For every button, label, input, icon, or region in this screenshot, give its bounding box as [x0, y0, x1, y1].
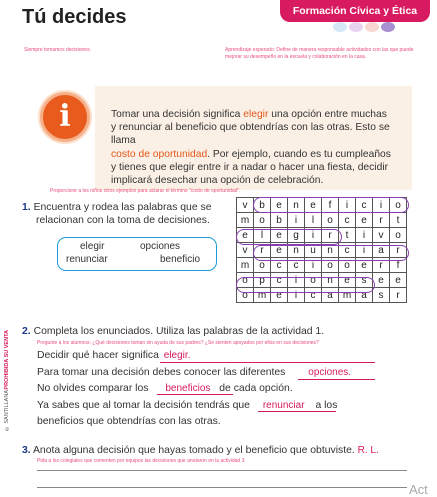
grid-cell: c: [339, 213, 356, 228]
sentence-5: beneficios que obtendrías con las otras.: [37, 416, 221, 427]
grid-cell: a: [373, 243, 390, 258]
publisher-label: © SANTILLANA: [4, 390, 10, 432]
left-note: Siempre tomamos decisiones.: [24, 47, 91, 53]
answer-hint: R. L.: [357, 445, 379, 456]
grid-cell: c: [339, 243, 356, 258]
info-teacher-note: Proporcione a los niños otros ejemplos para aclarar el término "costo de oportunidad".: [50, 188, 241, 194]
highlight-costo: costo de oportunidad: [111, 148, 208, 160]
grid-cell: e: [390, 273, 407, 288]
footer-fragment: Act: [409, 482, 428, 497]
word-bank-item: beneficio: [160, 254, 201, 265]
answer-line-2: [298, 379, 375, 380]
decorative-dots: [332, 22, 400, 34]
page-title: Tú decides: [22, 6, 127, 28]
activity1-prompt: 1. Encuentra y rodea las palabras que se relacionan con la toma de decisiones.: [22, 202, 212, 226]
found-word-opciones: [236, 277, 375, 293]
grid-cell: f: [390, 258, 407, 273]
word-bank-item: elegir: [80, 241, 105, 252]
grid-cell: e: [373, 273, 390, 288]
grid-cell: c: [305, 288, 322, 303]
grid-cell: o: [322, 258, 339, 273]
grid-cell: r: [373, 213, 390, 228]
grid-cell: l: [305, 213, 322, 228]
answer-2: opciones.: [308, 367, 352, 378]
grid-cell: n: [288, 198, 305, 213]
grid-cell: e: [305, 198, 322, 213]
grid-cell: r: [390, 243, 407, 258]
grid-cell: m: [339, 288, 356, 303]
answer-line-1: [160, 362, 375, 363]
activity3-teacher-note: Pida a los colegiales que comenten por equipos las decisiones que anotaron en la actividad 3.: [37, 458, 246, 464]
grid-cell: l: [254, 228, 271, 243]
grid-cell: n: [322, 243, 339, 258]
grid-cell: b: [254, 198, 271, 213]
writing-line-2: [37, 487, 407, 488]
activity3-prompt: 3. Anota alguna decisión que hayas tomado y el beneficio que obtuviste. R. L.: [22, 445, 379, 456]
grid-cell: u: [305, 243, 322, 258]
grid-cell: e: [356, 213, 373, 228]
grid-cell: i: [288, 288, 305, 303]
grid-cell: e: [339, 273, 356, 288]
answer-4: renunciar: [262, 400, 305, 411]
grid-cell: i: [373, 198, 390, 213]
grid-cell: i: [305, 228, 322, 243]
grid-cell: r: [322, 228, 339, 243]
grid-cell: o: [237, 288, 254, 303]
grid-cell: t: [339, 228, 356, 243]
word-bank-item: opciones: [140, 241, 181, 252]
grid-cell: o: [305, 273, 322, 288]
grid-cell: e: [271, 198, 288, 213]
sentence-4: Ya sabes que al tomar la decisión tendrás que renunciar a los: [37, 400, 338, 411]
grid-cell: o: [254, 213, 271, 228]
sentence-1: Decidir qué hacer significa elegir.: [37, 350, 191, 361]
activity2-teacher-note: Pregunte a los alumnos: ¿Qué decisiones toman sin ayuda de sus padres? ¿Se sienten apoyados por ellos en sus decisiones?: [37, 340, 319, 346]
learning-goal: Aprendizaje esperado: Define de manera responsable actividades con las que puede mejorar su desempeño en la escuela y colaboración en la casa.: [225, 47, 414, 60]
grid-cell: r: [390, 288, 407, 303]
grid-cell: c: [271, 273, 288, 288]
highlight-elegir: elegir: [243, 109, 269, 120]
grid-cell: s: [373, 288, 390, 303]
grid-cell: a: [322, 288, 339, 303]
grid-cell: b: [271, 213, 288, 228]
grid-cell: o: [237, 273, 254, 288]
grid-cell: f: [322, 198, 339, 213]
answer-line-3: [157, 394, 233, 395]
grid-cell: p: [254, 273, 271, 288]
grid-cell: e: [356, 258, 373, 273]
grid-cell: i: [288, 213, 305, 228]
grid-cell: s: [356, 273, 373, 288]
grid-cell: e: [271, 288, 288, 303]
grid-cell: n: [288, 243, 305, 258]
answer-3: beneficios: [165, 383, 211, 394]
writing-line-1: [37, 470, 407, 471]
subject-tag: Formación Cívica y Ética: [280, 0, 430, 22]
grid-row: [237, 213, 407, 228]
grid-cell: i: [288, 273, 305, 288]
grid-cell: i: [356, 228, 373, 243]
grid-cell: e: [271, 243, 288, 258]
grid-cell: r: [373, 258, 390, 273]
grid-cell: n: [322, 273, 339, 288]
answer-line-4: [258, 411, 336, 412]
grid-cell: o: [339, 258, 356, 273]
grid-cell: m: [237, 213, 254, 228]
word-bank-item: renunciar: [66, 254, 108, 265]
info-text: Tomar una decisión significa elegir una opción entre muchas y renunciar al beneficio que obtendrías con las otras. Esto se llama costo de oportunidad. Por ejemplo, cuando es tu cumpleaños y tienes que elegir entre ir a nadar o hacer una fiesta, decidir implicará desechar una opción de celebración.: [111, 109, 391, 187]
grid-cell: i: [305, 258, 322, 273]
grid-cell: v: [237, 243, 254, 258]
grid-cell: a: [356, 288, 373, 303]
grid-cell: r: [254, 243, 271, 258]
found-word-elegir: [236, 229, 342, 245]
grid-cell: v: [373, 228, 390, 243]
grid-cell: i: [356, 243, 373, 258]
grid-cell: v: [237, 198, 254, 213]
grid-cell: t: [390, 213, 407, 228]
sale-notice: PROHIBIDA SU VENTA: [4, 330, 10, 390]
grid-cell: m: [254, 288, 271, 303]
found-word-beneficio: [253, 197, 409, 213]
activity2-prompt: 2. Completa los enunciados. Utiliza las palabras de la actividad 1.: [22, 326, 325, 337]
grid-cell: e: [237, 228, 254, 243]
grid-cell: c: [288, 258, 305, 273]
sentence-3: No olvides comparar los beneficios de cada opción.: [37, 383, 293, 394]
grid-cell: m: [237, 258, 254, 273]
grid-cell: o: [390, 228, 407, 243]
grid-cell: o: [390, 198, 407, 213]
grid-cell: o: [254, 258, 271, 273]
answer-1: elegir.: [163, 350, 191, 361]
grid-cell: c: [271, 258, 288, 273]
info-icon: i: [40, 92, 90, 142]
sentence-2: Para tomar una decisión debes conocer las diferentes opciones.: [37, 367, 352, 378]
grid-cell: g: [288, 228, 305, 243]
grid-cell: c: [356, 198, 373, 213]
grid-cell: e: [271, 228, 288, 243]
grid-cell: o: [322, 213, 339, 228]
found-word-renunciar: [253, 245, 409, 261]
grid-cell: i: [339, 198, 356, 213]
